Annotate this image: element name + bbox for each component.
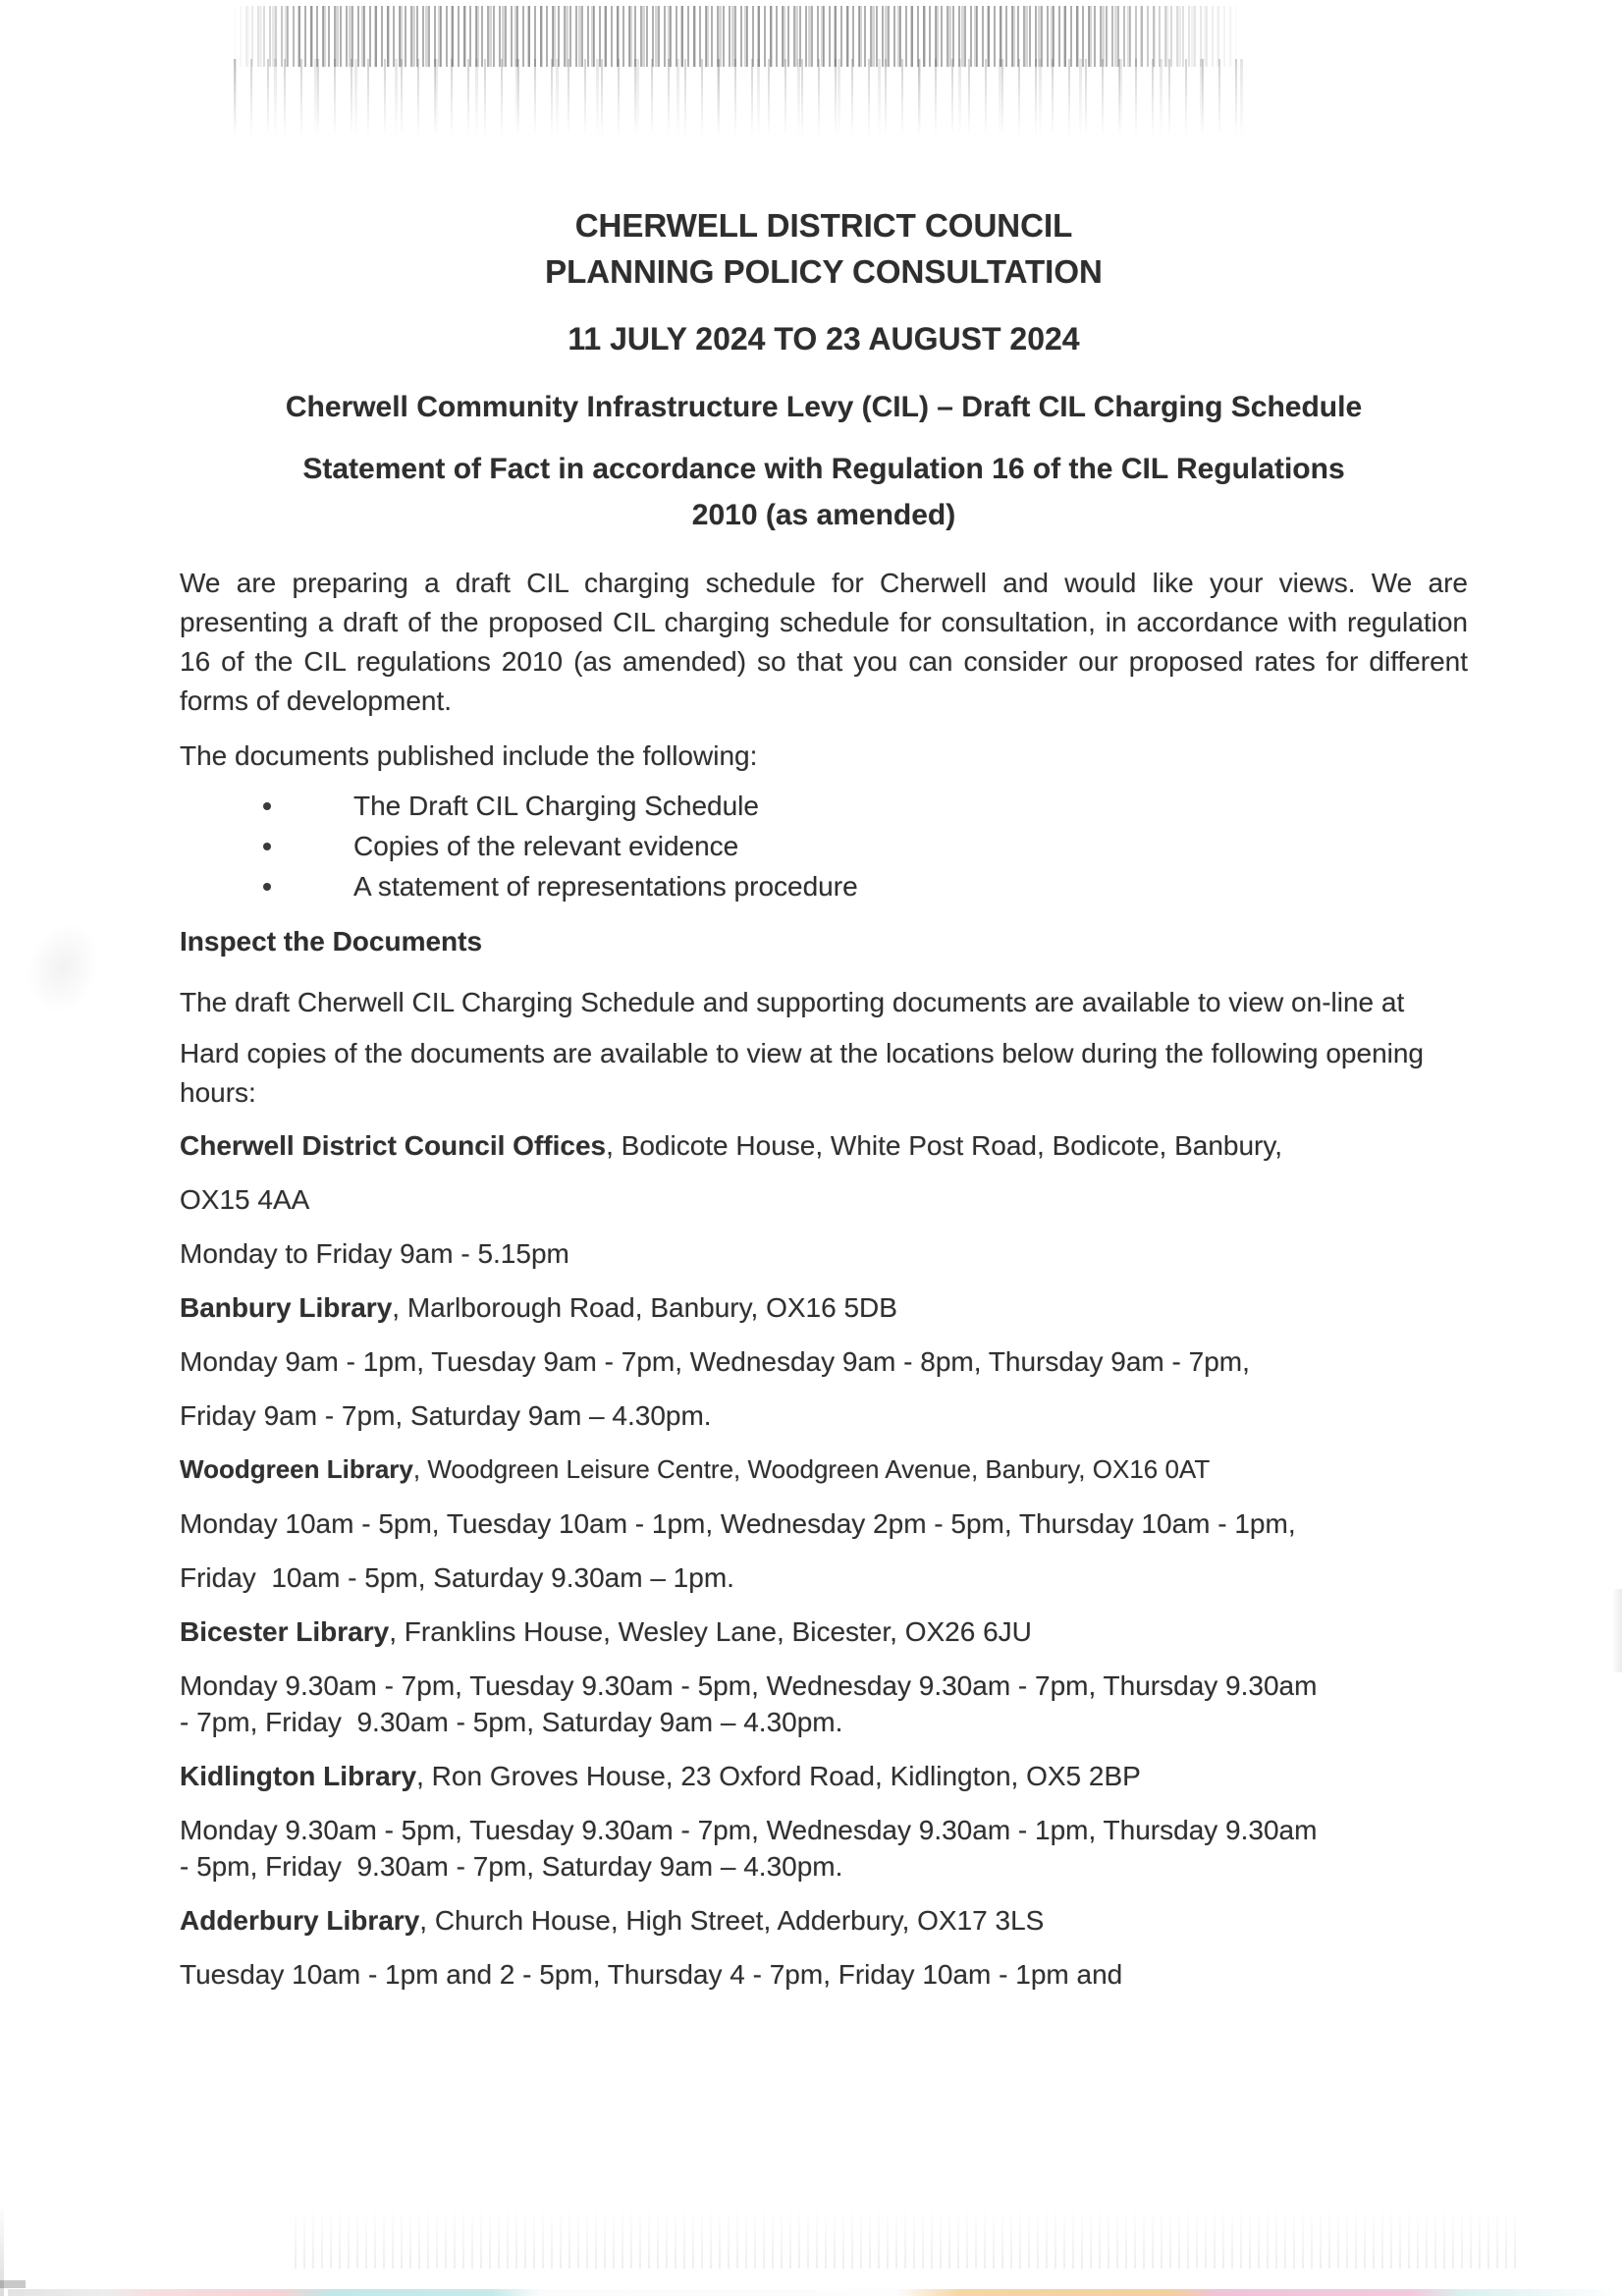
list-item-text: The Draft CIL Charging Schedule	[353, 791, 759, 821]
scan-edge-line	[0, 2203, 4, 2296]
location-postcode: OX15 4AA	[180, 1184, 310, 1215]
online-availability-paragraph: The draft Cherwell CIL Charging Schedule and supporting documents are available to view on-line at	[180, 987, 1405, 1017]
document-title	[180, 202, 1468, 295]
location-name: Kidlington Library	[180, 1761, 417, 1791]
intro-paragraph: We are preparing a draft CIL charging schedule for Cherwell and would like your views. We are presenting a draft of the proposed CIL charging schedule for consultation, in accordance with regulation 16 of the CIL regulations 2010 (as amended) so that you can consider our proposed rates for different forms of development.	[180, 568, 1476, 716]
document-list	[180, 786, 1468, 906]
list-item-text: A statement of representations procedure	[353, 871, 858, 902]
title-line-2: PLANNING POLICY CONSULTATION	[545, 253, 1103, 290]
location-address-rest: , Woodgreen Leisure Centre, Woodgreen Avenue, Banbury, OX16 0AT	[412, 1454, 1211, 1484]
scanner-noise-band	[234, 6, 1245, 67]
location-name: Cherwell District Council Offices	[180, 1130, 607, 1161]
location-address	[180, 1443, 1468, 1497]
location-address-rest: , Bodicote House, White Post Road, Bodicote, Banbury,	[606, 1130, 1283, 1161]
location-address-rest: , Franklins House, Wesley Lane, Bicester, OX26 6JU	[389, 1616, 1032, 1647]
consultation-subject: Cherwell Community Infrastructure Levy (CIL) – Draft CIL Charging Schedule	[285, 391, 1363, 423]
location-hours	[180, 1667, 1468, 1740]
location-hours: Monday to Friday 9am - 5.15pm	[180, 1238, 569, 1269]
scan-edge-mark	[1612, 1589, 1622, 1672]
location-hours-line: Monday 9.30am - 5pm, Tuesday 9.30am - 7pm, Wednesday 9.30am - 1pm, Thursday 9.30am	[180, 1815, 1318, 1845]
statement-line-2: 2010 (as amended)	[691, 499, 956, 531]
documents-intro: The documents published include the following:	[180, 740, 758, 771]
location-address-rest: , Ron Groves House, 23 Oxford Road, Kidlington, OX5 2BP	[416, 1761, 1141, 1791]
location-name: Adderbury Library	[180, 1905, 420, 1936]
location-hours: Monday 9am - 1pm, Tuesday 9am - 7pm, Wednesday 9am - 8pm, Thursday 9am - 7pm,	[180, 1346, 1250, 1377]
bullet-icon	[263, 843, 271, 850]
list-item	[180, 826, 1468, 866]
list-item-text: Copies of the relevant evidence	[353, 831, 739, 861]
scanner-noise-tails	[234, 59, 1245, 136]
location-hours-line: - 7pm, Friday 9.30am - 5pm, Saturday 9am – 4.30pm.	[180, 1707, 843, 1737]
location-address	[180, 1605, 1468, 1659]
location-address	[180, 1749, 1468, 1803]
location-address	[180, 1119, 1468, 1173]
location-hours: Tuesday 10am - 1pm and 2 - 5pm, Thursday 4 - 7pm, Friday 10am - 1pm and	[180, 1959, 1123, 1990]
scanner-noise-bottom	[295, 2208, 1522, 2269]
bullet-icon	[263, 883, 271, 891]
scanner-color-strip	[8, 2289, 1622, 2296]
location-hours: Friday 10am - 5pm, Saturday 9.30am – 1pm.	[180, 1562, 734, 1593]
list-item	[180, 786, 1468, 826]
hard-copies-paragraph: Hard copies of the documents are available to view at the locations below during the following opening hours:	[180, 1038, 1432, 1108]
location-address	[180, 1281, 1468, 1335]
document-content	[180, 202, 1476, 2001]
location-name: Banbury Library	[180, 1292, 393, 1323]
title-line-1: CHERWELL DISTRICT COUNCIL	[574, 207, 1073, 244]
inspect-documents-heading: Inspect the Documents	[180, 926, 483, 957]
location-hours: Monday 10am - 5pm, Tuesday 10am - 1pm, Wednesday 2pm - 5pm, Thursday 10am - 1pm,	[180, 1508, 1296, 1539]
location-address	[180, 1893, 1468, 1947]
location-hours: Friday 9am - 7pm, Saturday 9am – 4.30pm.	[180, 1400, 712, 1431]
statement-line-1: Statement of Fact in accordance with Regulation 16 of the CIL Regulations	[302, 453, 1345, 485]
list-item	[180, 866, 1468, 906]
locations-list	[180, 1119, 1468, 2001]
consultation-date-range: 11 JULY 2024 TO 23 AUGUST 2024	[568, 321, 1080, 356]
location-name: Woodgreen Library	[180, 1454, 413, 1484]
location-name: Bicester Library	[180, 1616, 390, 1647]
location-hours	[180, 1812, 1468, 1885]
location-address-rest: , Church House, High Street, Adderbury, OX17 3LS	[419, 1905, 1045, 1936]
location-hours-line: Monday 9.30am - 7pm, Tuesday 9.30am - 5pm, Wednesday 9.30am - 7pm, Thursday 9.30am	[180, 1670, 1318, 1701]
scan-smudge	[14, 912, 112, 1024]
location-hours-line: - 5pm, Friday 9.30am - 7pm, Saturday 9am – 4.30pm.	[180, 1851, 843, 1882]
bullet-icon	[263, 802, 271, 810]
location-address-rest: , Marlborough Road, Banbury, OX16 5DB	[392, 1292, 897, 1323]
statement-heading	[180, 446, 1468, 538]
